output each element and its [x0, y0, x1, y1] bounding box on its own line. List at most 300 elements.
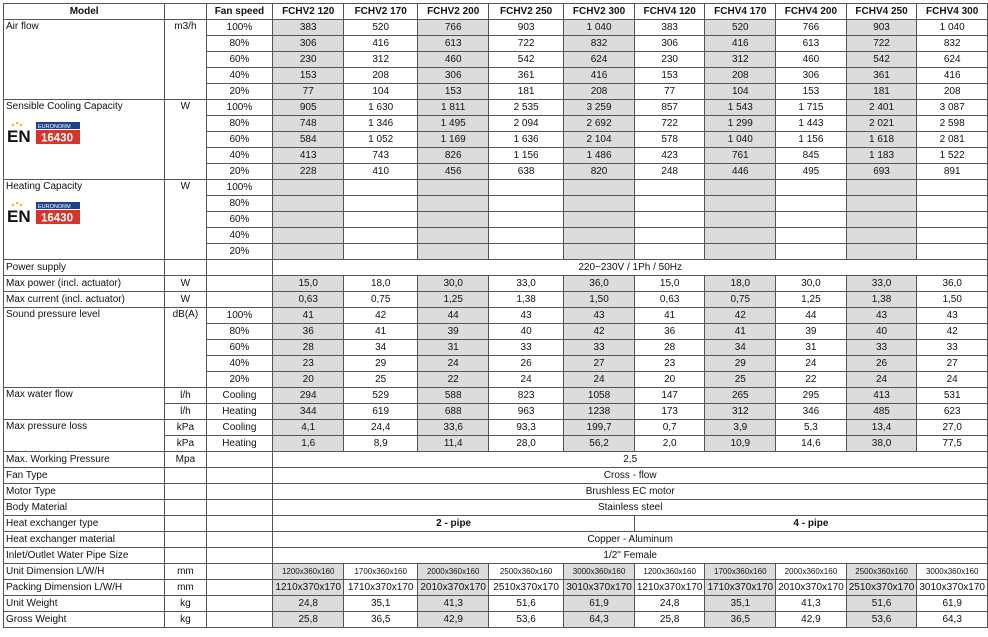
empty-cell — [846, 212, 917, 228]
unit_dim-unit: mm — [165, 564, 206, 580]
value-cell: 208 — [564, 84, 635, 100]
value-cell: 208 — [705, 68, 776, 84]
airflow-label — [4, 20, 165, 100]
value-cell: 208 — [917, 84, 988, 100]
value-cell: 520 — [344, 20, 418, 36]
value-cell: 613 — [418, 36, 489, 52]
value-cell: 295 — [776, 388, 847, 404]
value-cell: 1200x360x160 — [273, 564, 344, 580]
value-cell: 24 — [776, 356, 847, 372]
empty-cell — [344, 228, 418, 244]
empty-cell — [917, 244, 988, 260]
value-cell: 43 — [489, 308, 564, 324]
value-cell: 51,6 — [489, 596, 564, 612]
value-cell: 306 — [634, 36, 705, 52]
speed-cell: 100% — [206, 100, 273, 116]
water_flow-mode: Heating — [206, 404, 273, 420]
water_flow-unit: l/h — [165, 388, 206, 404]
speed-cell: 40% — [206, 68, 273, 84]
value-cell: 1238 — [564, 404, 635, 420]
gross_weight-label: Gross Weight — [4, 612, 165, 628]
value-cell: 416 — [705, 36, 776, 52]
value-cell: 2 104 — [564, 132, 635, 148]
value-cell: 485 — [846, 404, 917, 420]
value-cell: 2500x360x160 — [489, 564, 564, 580]
value-cell: 44 — [776, 308, 847, 324]
value-cell: 3000x360x160 — [917, 564, 988, 580]
body_material-label: Body Material — [4, 500, 165, 516]
speed-cell: 80% — [206, 36, 273, 52]
speed-cell: 100% — [206, 180, 273, 196]
model-column-header: FCHV2 120 — [273, 4, 344, 20]
hx-type-row — [4, 516, 988, 532]
water_flow-unit: l/h — [165, 404, 206, 420]
value-cell: 43 — [846, 308, 917, 324]
motor_type-label: Motor Type — [4, 484, 165, 500]
value-cell: 39 — [776, 324, 847, 340]
body_material-value: Stainless steel — [273, 500, 988, 516]
value-cell: 446 — [705, 164, 776, 180]
power-supply-row — [4, 260, 988, 276]
value-cell: 495 — [776, 164, 847, 180]
value-cell: 823 — [489, 388, 564, 404]
en16430-badge-icon — [6, 120, 82, 146]
fan_type-value: Cross - flow — [273, 468, 988, 484]
empty-cell — [634, 180, 705, 196]
empty-cell — [564, 196, 635, 212]
badge-en-text: EN — [7, 207, 31, 226]
header-row — [4, 4, 988, 20]
value-cell: 24 — [917, 372, 988, 388]
unit_dim-row — [4, 564, 988, 580]
empty-cell — [634, 212, 705, 228]
speed-cell: 20% — [206, 244, 273, 260]
value-cell: 460 — [418, 52, 489, 68]
value-cell: 1710x370x170 — [705, 580, 776, 596]
value-cell: 1,6 — [273, 436, 344, 452]
value-cell: 344 — [273, 404, 344, 420]
value-cell: 2 081 — [917, 132, 988, 148]
hx_material-unit — [165, 532, 206, 548]
model-column-header: FCHV4 170 — [705, 4, 776, 20]
value-cell: 42,9 — [418, 612, 489, 628]
max_power-speed — [206, 276, 273, 292]
speed-cell: 20% — [206, 164, 273, 180]
value-cell: 39 — [418, 324, 489, 340]
value-cell: 1 299 — [705, 116, 776, 132]
value-cell: 0,7 — [634, 420, 705, 436]
max_power-row — [4, 276, 988, 292]
value-cell: 15,0 — [273, 276, 344, 292]
value-cell: 41 — [344, 324, 418, 340]
value-cell: 520 — [705, 20, 776, 36]
value-cell: 25,8 — [634, 612, 705, 628]
value-cell: 26 — [846, 356, 917, 372]
value-cell: 24 — [418, 356, 489, 372]
pack_dim-row — [4, 580, 988, 596]
value-cell: 27 — [564, 356, 635, 372]
max_current-unit: W — [165, 292, 206, 308]
empty-cell — [344, 212, 418, 228]
value-cell: 15,0 — [634, 276, 705, 292]
value-cell: 1 618 — [846, 132, 917, 148]
empty-cell — [273, 244, 344, 260]
speed-cell: 20% — [206, 372, 273, 388]
value-cell: 29 — [344, 356, 418, 372]
value-cell: 3010x370x170 — [564, 580, 635, 596]
value-cell: 30,0 — [418, 276, 489, 292]
value-cell: 34 — [344, 340, 418, 356]
value-cell: 832 — [564, 36, 635, 52]
value-cell: 77 — [273, 84, 344, 100]
empty-cell — [489, 244, 564, 260]
empty-cell — [705, 228, 776, 244]
max_power-unit: W — [165, 276, 206, 292]
empty-cell — [776, 196, 847, 212]
value-cell: 638 — [489, 164, 564, 180]
value-cell: 2 401 — [846, 100, 917, 116]
value-cell: 416 — [344, 36, 418, 52]
value-cell: 147 — [634, 388, 705, 404]
value-cell: 61,9 — [917, 596, 988, 612]
value-cell: 312 — [705, 404, 776, 420]
value-cell: 104 — [705, 84, 776, 100]
value-cell: 903 — [846, 20, 917, 36]
value-cell: 153 — [418, 84, 489, 100]
value-cell: 41 — [705, 324, 776, 340]
badge-euronorm-text: EURONORM — [38, 204, 71, 210]
value-cell: 460 — [776, 52, 847, 68]
empty-cell — [564, 212, 635, 228]
hx-type-v2-value: 2 - pipe — [273, 516, 634, 532]
body_material-speed — [206, 500, 273, 516]
value-cell: 64,3 — [917, 612, 988, 628]
value-cell: 228 — [273, 164, 344, 180]
value-cell: 346 — [776, 404, 847, 420]
gross_weight-unit: kg — [165, 612, 206, 628]
value-cell: 413 — [273, 148, 344, 164]
value-cell: 1,38 — [846, 292, 917, 308]
speed-cell: 60% — [206, 52, 273, 68]
value-cell: 28 — [273, 340, 344, 356]
value-cell: 10,9 — [705, 436, 776, 452]
empty-cell — [846, 228, 917, 244]
pack_dim-label: Packing Dimension L/W/H — [4, 580, 165, 596]
value-cell: 1 522 — [917, 148, 988, 164]
value-cell: 2 535 — [489, 100, 564, 116]
pressure_loss-row — [4, 420, 988, 436]
value-cell: 820 — [564, 164, 635, 180]
empty-cell — [846, 196, 917, 212]
empty-cell — [273, 228, 344, 244]
value-cell: 44 — [418, 308, 489, 324]
speed-cell: 100% — [206, 20, 273, 36]
empty-cell — [418, 196, 489, 212]
value-cell: 4,1 — [273, 420, 344, 436]
body_material-unit — [165, 500, 206, 516]
value-cell: 41,3 — [776, 596, 847, 612]
pressure_loss-label: Max pressure loss — [4, 420, 165, 452]
model-column-header: FCHV4 200 — [776, 4, 847, 20]
speed-cell: 60% — [206, 212, 273, 228]
value-cell: 2 021 — [846, 116, 917, 132]
value-cell: 24,8 — [273, 596, 344, 612]
value-cell: 27,0 — [917, 420, 988, 436]
empty-cell — [917, 180, 988, 196]
value-cell: 542 — [489, 52, 564, 68]
value-cell: 0,63 — [273, 292, 344, 308]
speed-cell: 20% — [206, 84, 273, 100]
value-cell: 1 715 — [776, 100, 847, 116]
pipe_size-row — [4, 548, 988, 564]
value-cell: 11,4 — [418, 436, 489, 452]
power-supply-speed — [206, 260, 273, 276]
empty-cell — [418, 212, 489, 228]
speed-cell: 80% — [206, 324, 273, 340]
value-cell: 312 — [705, 52, 776, 68]
value-cell: 53,6 — [846, 612, 917, 628]
value-cell: 33,0 — [489, 276, 564, 292]
model-column-header: FCHV4 300 — [917, 4, 988, 20]
value-cell: 722 — [489, 36, 564, 52]
fan-speed-header: Fan speed — [206, 4, 273, 20]
value-cell: 25 — [344, 372, 418, 388]
value-cell: 33 — [489, 340, 564, 356]
value-cell: 2 598 — [917, 116, 988, 132]
empty-cell — [273, 212, 344, 228]
value-cell: 36,0 — [564, 276, 635, 292]
value-cell: 542 — [846, 52, 917, 68]
empty-cell — [776, 180, 847, 196]
value-cell: 1 346 — [344, 116, 418, 132]
value-cell: 153 — [634, 68, 705, 84]
spec-table — [3, 3, 988, 628]
hx-type-unit — [165, 516, 206, 532]
value-cell: 2010x370x170 — [776, 580, 847, 596]
speed-cell: 100% — [206, 308, 273, 324]
value-cell: 761 — [705, 148, 776, 164]
fan_type-label: Fan Type — [4, 468, 165, 484]
working-pressure-speed — [206, 452, 273, 468]
motor_type-row — [4, 484, 988, 500]
value-cell: 25,8 — [273, 612, 344, 628]
pressure_loss-unit: kPa — [165, 436, 206, 452]
value-cell: 383 — [634, 20, 705, 36]
value-cell: 36,0 — [917, 276, 988, 292]
value-cell: 33,0 — [846, 276, 917, 292]
value-cell: 64,3 — [564, 612, 635, 628]
empty-cell — [418, 244, 489, 260]
value-cell: 3,9 — [705, 420, 776, 436]
value-cell: 416 — [564, 68, 635, 84]
value-cell: 2 692 — [564, 116, 635, 132]
value-cell: 423 — [634, 148, 705, 164]
value-cell: 93,3 — [489, 420, 564, 436]
value-cell: 3010x370x170 — [917, 580, 988, 596]
value-cell: 77 — [634, 84, 705, 100]
unit_weight-unit: kg — [165, 596, 206, 612]
value-cell: 1 169 — [418, 132, 489, 148]
hx-type-v4-value: 4 - pipe — [634, 516, 987, 532]
value-cell: 294 — [273, 388, 344, 404]
value-cell: 230 — [273, 52, 344, 68]
cooling-unit: W — [165, 100, 206, 180]
value-cell: 1700x360x160 — [344, 564, 418, 580]
model-header: Model — [4, 4, 165, 20]
heating-unit: W — [165, 180, 206, 260]
value-cell: 361 — [489, 68, 564, 84]
value-cell: 743 — [344, 148, 418, 164]
value-cell: 199,7 — [564, 420, 635, 436]
value-cell: 23 — [273, 356, 344, 372]
value-cell: 14,6 — [776, 436, 847, 452]
value-cell: 42,9 — [776, 612, 847, 628]
spec-table-body — [4, 4, 988, 628]
value-cell: 963 — [489, 404, 564, 420]
value-cell: 688 — [418, 404, 489, 420]
value-cell: 1 156 — [776, 132, 847, 148]
badge-euronorm-text: EURONORM — [38, 124, 71, 130]
motor_type-unit — [165, 484, 206, 500]
value-cell: 826 — [418, 148, 489, 164]
value-cell: 3 087 — [917, 100, 988, 116]
pressure_loss-unit: kPa — [165, 420, 206, 436]
value-cell: 34 — [705, 340, 776, 356]
value-cell: 51,6 — [846, 596, 917, 612]
cooling-row — [4, 100, 988, 116]
value-cell: 613 — [776, 36, 847, 52]
empty-cell — [917, 196, 988, 212]
value-cell: 1058 — [564, 388, 635, 404]
value-cell: 31 — [776, 340, 847, 356]
working-pressure-value: 2,5 — [273, 452, 988, 468]
unit_weight-speed — [206, 596, 273, 612]
value-cell: 35,1 — [705, 596, 776, 612]
value-cell: 230 — [634, 52, 705, 68]
value-cell: 24 — [564, 372, 635, 388]
value-cell: 61,9 — [564, 596, 635, 612]
empty-cell — [489, 180, 564, 196]
value-cell: 306 — [776, 68, 847, 84]
cooling-label-text: Sensible Cooling Capacity — [6, 101, 123, 112]
empty-cell — [634, 228, 705, 244]
value-cell: 306 — [273, 36, 344, 52]
value-cell: 36,5 — [344, 612, 418, 628]
badge-number-text: 16430 — [41, 132, 73, 145]
value-cell: 42 — [705, 308, 776, 324]
value-cell: 53,6 — [489, 612, 564, 628]
value-cell: 416 — [917, 68, 988, 84]
value-cell: 2000x360x160 — [418, 564, 489, 580]
empty-cell — [705, 196, 776, 212]
fan_type-speed — [206, 468, 273, 484]
value-cell: 1 495 — [418, 116, 489, 132]
value-cell: 40 — [489, 324, 564, 340]
value-cell: 30,0 — [776, 276, 847, 292]
value-cell: 43 — [564, 308, 635, 324]
value-cell: 584 — [273, 132, 344, 148]
value-cell: 35,1 — [344, 596, 418, 612]
value-cell: 41 — [273, 308, 344, 324]
hx-type-label: Heat exchanger type — [4, 516, 165, 532]
water_flow-mode: Cooling — [206, 388, 273, 404]
empty-cell — [846, 244, 917, 260]
value-cell: 1700x360x160 — [705, 564, 776, 580]
value-cell: 1,25 — [418, 292, 489, 308]
gross_weight-speed — [206, 612, 273, 628]
sound-label: Sound pressure level — [4, 308, 165, 388]
speed-cell: 80% — [206, 116, 273, 132]
gross_weight-row — [4, 612, 988, 628]
unit_weight-row — [4, 596, 988, 612]
empty-cell — [846, 180, 917, 196]
hx_material-label: Heat exchanger material — [4, 532, 165, 548]
value-cell: 36 — [634, 324, 705, 340]
heating-label — [4, 180, 165, 260]
value-cell: 2510x370x170 — [489, 580, 564, 596]
empty-cell — [489, 228, 564, 244]
max_power-label: Max power (incl. actuator) — [4, 276, 165, 292]
empty-cell — [705, 212, 776, 228]
value-cell: 624 — [917, 52, 988, 68]
value-cell: 624 — [564, 52, 635, 68]
value-cell: 578 — [634, 132, 705, 148]
empty-cell — [489, 212, 564, 228]
value-cell: 41 — [634, 308, 705, 324]
value-cell: 410 — [344, 164, 418, 180]
pack_dim-unit: mm — [165, 580, 206, 596]
value-cell: 18,0 — [705, 276, 776, 292]
value-cell: 248 — [634, 164, 705, 180]
value-cell: 306 — [418, 68, 489, 84]
value-cell: 27 — [917, 356, 988, 372]
value-cell: 26 — [489, 356, 564, 372]
value-cell: 529 — [344, 388, 418, 404]
value-cell: 24 — [489, 372, 564, 388]
model-column-header: FCHV2 300 — [564, 4, 635, 20]
value-cell: 31 — [418, 340, 489, 356]
value-cell: 1210x370x170 — [273, 580, 344, 596]
value-cell: 1 040 — [917, 20, 988, 36]
pipe_size-speed — [206, 548, 273, 564]
sound-unit: dB(A) — [165, 308, 206, 388]
value-cell: 28 — [634, 340, 705, 356]
pressure_loss-mode: Cooling — [206, 420, 273, 436]
model-column-header: FCHV4 250 — [846, 4, 917, 20]
body_material-row — [4, 500, 988, 516]
empty-cell — [489, 196, 564, 212]
value-cell: 766 — [776, 20, 847, 36]
unit_dim-label: Unit Dimension L/W/H — [4, 564, 165, 580]
value-cell: 153 — [273, 68, 344, 84]
value-cell: 531 — [917, 388, 988, 404]
value-cell: 891 — [917, 164, 988, 180]
value-cell: 1 040 — [564, 20, 635, 36]
empty-cell — [705, 244, 776, 260]
power-supply-unit — [165, 260, 206, 276]
airflow-unit: m3/h — [165, 20, 206, 100]
value-cell: 2 094 — [489, 116, 564, 132]
empty-cell — [344, 244, 418, 260]
value-cell: 173 — [634, 404, 705, 420]
hx_material-value: Copper - Aluminum — [273, 532, 988, 548]
value-cell: 1 486 — [564, 148, 635, 164]
empty-cell — [273, 180, 344, 196]
value-cell: 42 — [564, 324, 635, 340]
unit_dim-speed — [206, 564, 273, 580]
value-cell: 33 — [846, 340, 917, 356]
value-cell: 24,4 — [344, 420, 418, 436]
